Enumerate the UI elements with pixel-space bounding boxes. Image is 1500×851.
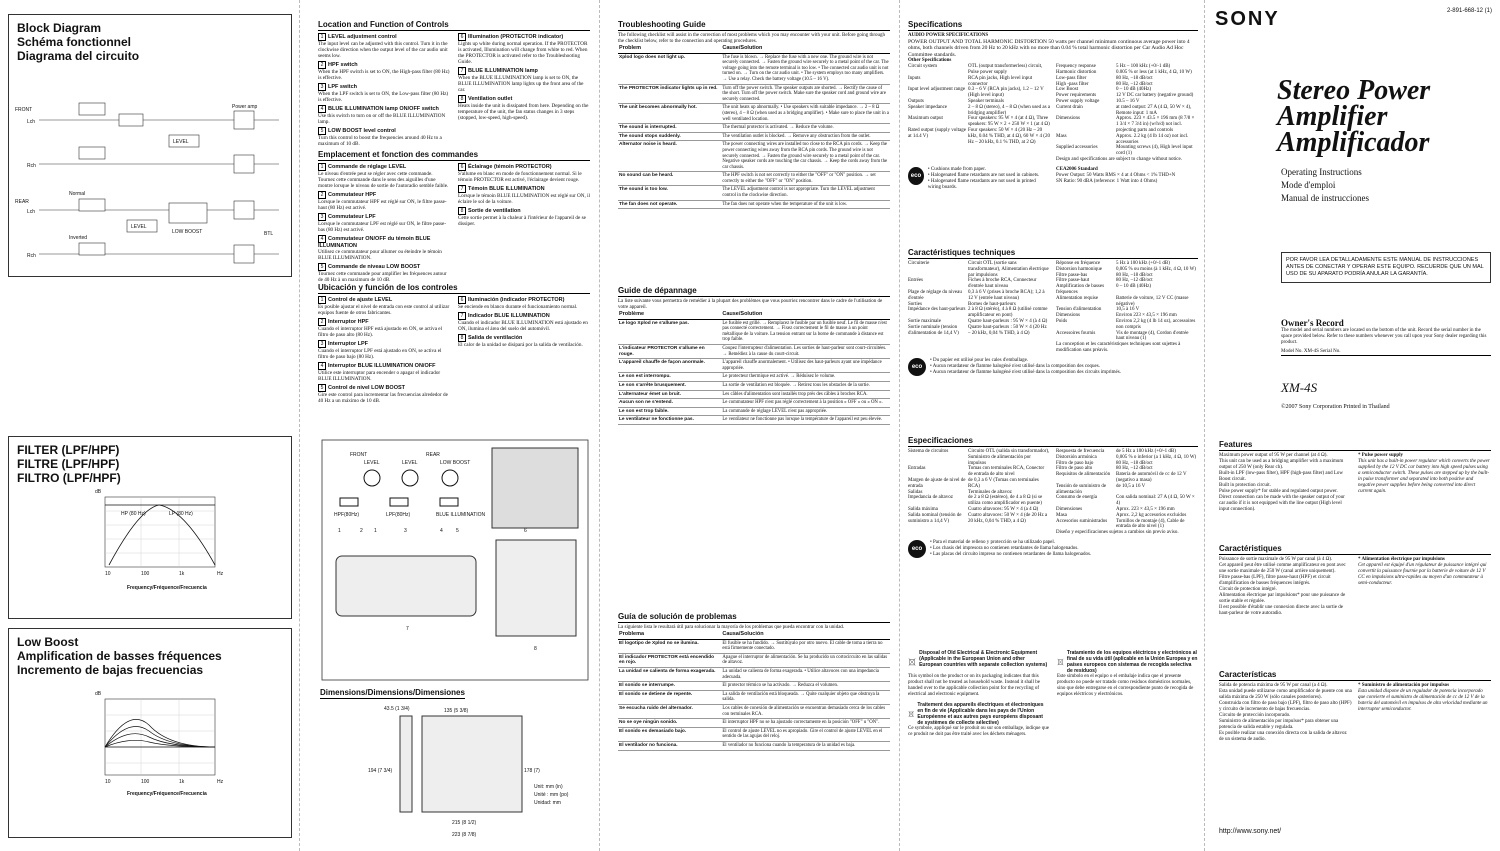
- table-row: L'appareil chauffe de façon anormale. L'appareil chauffe anormalement. • Utilisez des haut-parleurs ayant une impédance appropriée.: [618, 359, 890, 373]
- block-diagram-title-es: Diagrama del circuito: [17, 49, 140, 63]
- table-row: La unidad se calienta de forma exagerada. La unidad se calienta de forma exagerada. • Utilice altavoces con una impedancia adecuada.: [618, 667, 890, 681]
- lowboost-title-en: Low Boost: [17, 635, 79, 649]
- crossed-bin-icon: [908, 702, 914, 726]
- front-lch-label: Lch: [27, 119, 36, 125]
- front-rch-label: Rch: [27, 163, 36, 169]
- front-level-text: LEVEL: [173, 139, 189, 145]
- table-row: The unit becomes abnormally hot. The unit heats up abnormally. • Use speakers with suitable impedance. → 2 – 8 Ω (stereo), 4 – 8 Ω (when used as a bridging amplifier). • Make sure to place the unit in a well ventilated location.: [618, 104, 890, 124]
- table-row: Le son est interrompu. Le protecteur thermique est activé. → Réduisez le volume.: [618, 373, 890, 382]
- rear-label: REAR: [15, 199, 29, 205]
- control-item: 4 BLUE ILLUMINATION lamp ON/OFF switch Use this switch to turn on or off the BLUE ILLUMINATION lamp.: [318, 106, 446, 125]
- callout-6: 6: [524, 528, 527, 534]
- table-row: Le son s'arrête brusquement. La sortie de ventilation est bloquée. → Retirez tous les obstacles de la sortie.: [618, 381, 890, 390]
- block-diagram-box: [8, 14, 292, 277]
- controls-en-title: Location and Function of Controls: [318, 20, 590, 31]
- dimensions-drawing: [318, 702, 598, 842]
- amp-front-illustration: [336, 556, 476, 616]
- sony-url-link[interactable]: http://www.sony.net/: [1219, 828, 1282, 835]
- control-item: 8 Ventilation outlet Heats inside the unit is dissipated from here. Depending on the temperature of the unit, the fan status changes in 3 steps (stopped, low-speed, high-speed).: [458, 96, 589, 121]
- table-row: Le ventilateur ne fonctionne pas. Le ventilateur ne fonctionne pas lorsque la température de l'appareil est peu élevée.: [618, 416, 890, 425]
- dimensions-title: Dimensions/Dimensions/Dimensiones: [320, 688, 465, 697]
- front-level-knob[interactable]: [364, 470, 380, 486]
- lowboost-xlabel: Frequency/Fréquence/Frecuencia: [127, 791, 207, 797]
- front-hpf-block-r: [79, 147, 105, 159]
- lowboost-xtick-2: 100: [141, 779, 150, 785]
- controls-fr-section: [318, 150, 590, 285]
- controls-es-section: [318, 283, 590, 406]
- copyright: ©2007 Sony Corporation Printed in Thailand: [1281, 404, 1390, 410]
- rear-hpf-block-r: [79, 243, 105, 255]
- illus-rear: REAR: [426, 452, 440, 458]
- callout-8: 8: [534, 646, 537, 652]
- features-fr: Caractéristiques Puissance de sortie maximale de 95 W par canal (à 4 Ω). Cet appareil peut être utilisé comme amplificateur en pont avec une sortie maximale de 250 W (canal arrière uniquement). Filtre passe-bas (LPF), filtre passe-haut (HPF) et circuit d'amplification de basses fréquences intégrés. Circuit de protection intégré. Alimentation électrique par impulsions* pour une puissance de sortie stable et régulée. Il est possible d'établir une connexion directe avec la sortie de haut-parleur de votre autoradio. * Alimentation électrique par impulsions Cet appareil est équipé d'un régulateur de puissance intégré qui convertit la puissance fournie par la batterie de voiture de 12 V CC en impulsions ultra-rapides au moyen d'un commutateur à semi-conducteur.: [1219, 544, 1491, 617]
- table-row: Aucun son ne s'entend. Le commutateur HPF n'est pas réglé correctement à la position « OFF » ou « ON ».: [618, 399, 890, 408]
- unit-fr: Unité : mm (po): [534, 792, 569, 798]
- product-line-1: Stereo Power: [1277, 75, 1431, 106]
- table-row: The fan does not operate. The fan does not operate when the temperature of the unit is low.: [618, 200, 890, 209]
- power-amp-label-1: Power amp: [232, 104, 258, 110]
- lowboost-box: [8, 628, 292, 838]
- hpf-switch[interactable]: [340, 498, 358, 506]
- illus-hpf: HPF(80Hz): [334, 512, 360, 518]
- callout-2: 2: [360, 528, 363, 534]
- table-row: The sound is interrupted. The thermal protector is activated. → Reduce the volume.: [618, 124, 890, 133]
- control-item: 4 Interruptor BLUE ILLUMINATION ON/OFF Utilice este interruptor para encender o apagar el indicador BLUE ILLUMINATION.: [318, 363, 441, 382]
- controls-es-title: Ubicación y función de los controles: [318, 283, 590, 294]
- panel-cover: [1205, 0, 1500, 851]
- front-label: FRONT: [15, 107, 33, 113]
- specs-en-col-2: Frequency response 5 Hz – 100 kHz (+0/-1 dB) Harmonic distortion 0.005 % or less (at 1 kHz, 4 Ω, 10 W) Low-pass filter 80 Hz, –18 dB/oct High -pass filter 80 Hz, –12 dB/oct Low Boost 0 – 10 dB (40Hz) Power requirements 12 V DC car battery (negative ground) Power supply voltage 10.5 – 16 V Current drain at rated output: 27 A (4 Ω, 50 W × 4), Remote input: 1 mA Dimensions Approx. 223 × 43.5 × 196 mm (8 7/8 × 1 3/4 × 7 3/4 in) (w/h/d) not incl. projecting parts and controls Mass Approx. 2.2 kg (4 lb 14 oz) not incl. accessories Supplied accessories Mounting screws (4), High level input cord (1) Design and specifications are subject to change without notice.: [1056, 64, 1198, 163]
- manual-languages: Operating Instructions Mode d'emploi Manual de instrucciones: [1281, 167, 1369, 203]
- dim-length-2: 223 (8 7/8): [452, 832, 477, 838]
- specs-en-power: POWER OUTPUT AND TOTAL HARMONIC DISTORTION 50 watts per channel minimum continuous average power into 4 ohms, both channels driven from 20 Hz to 20 kHz with no more than 0.04 % total harmonic distortion per Car Audio Ad Hoc Committee standards.: [908, 39, 1190, 58]
- control-item: 2 Commutateur HPF Lorsque le commutateur HPF est réglé sur ON, le filtre passe-haut (80 Hz) est activé.: [318, 192, 447, 211]
- table-row: Se escucha ruido del alternador. Los cables de conexión de alimentación se encuentran demasiado cerca de los cables con terminales RCA.: [618, 704, 890, 718]
- unit-es: Unidad: mm: [534, 800, 561, 806]
- features-en: Features Maximum power output of 95 W per channel (at 4 Ω). This unit can be used as a bridging amplifier with a maximum output of 250 W (only Rear ch). Built-in LPF (low-pass filter), HPF (high-pass filter) and Low Boost circuit. Built in protection circuit. Pulse power supply* for stable and regulated output power. Direct connection can be made with the speaker output of your car audio if it is not equipped with the line output (High level input connection). * Pulse power supply This unit has a built-in power regulator which converts the power supplied by the 12 V DC car battery into high speed pulses using a semiconductor switch. These pulses are stepped up by the built-in pulse transformer and separated into both positive and negative power supplies before being converted into direct current again.: [1219, 440, 1490, 512]
- eco-info-icon: eco: [908, 540, 926, 558]
- table-row: Xplod logo does not light up. The fuse is blown. → Replace the fuse with a new one. The ground wire is not securely connected. → Fasten the ground wire securely to a metal point of the car. The voltage going into the remote terminal is too low. • The connected car audio unit is not turned on. → Turn on the car audio unit. • The system employs too many amplifiers. → Use a relay. Check the battery voltage (10.5 – 16 V).: [618, 53, 890, 84]
- eco-info-icon: eco: [908, 167, 924, 185]
- spanish-notice: POR FAVOR LEA DETALLADAMENTE ESTE MANUAL DE INSTRUCCIONES ANTES DE CONECTAR Y OPERAR ESTE EQUIPO. RECUERDE QUE UN MAL USO DE SU APARATO PODRÍA ANULAR LA GARANTÍA.: [1281, 252, 1491, 283]
- table-row: The PROTECTOR indicator lights up in red. Turn off the power switch. The speaker outputs are shorted. → Rectify the cause of the short. Turn off the power switch. Make sure the speaker cord and ground wire are securely connected.: [618, 84, 890, 104]
- dim-depth: 194 (7 3/4): [368, 768, 393, 774]
- specs-es: Especificaciones Sistema de circuitos Circuito OTL (salida sin transformador), Suministro de alimentación por impulsos Entradas Tomas con terminales RCA, Conector de entrada de alto nivel Margen de ajuste de nivel de entrada de 0,3 a 6 V (Tomas con terminales RCA) Salidas Terminales de altavoz Impedancia de altavoz de 2 a 8 Ω (estéreo), de 4 a 8 Ω (si se utiliza como amplificador en puente) Salida máxima Cuatro altavoces: 95 W × 4 (a 4 Ω) Salida nominal (tensión de suministro a 14,4 V) Cuatro altavoces: 50 W × 4 (de 20 Hz a 20 kHz, 0,04 % THD, a 4 Ω) Respuesta de frecuencia de 5 Hz a 100 kHz (+0/-1 dB) Distorsión armónica 0,005 % o inferior (a 1 kHz, 4 Ω, 10 W) Filtro de paso bajo 80 Hz, –18 dB/oct Filtro de paso alto 80 Hz, –12 dB/oct Requisitos de alimentación Batería de automóvil de cc de 12 V (negativo a masa) Tensión de suministro de alimentación de 10,5 a 16 V Consumo de energía Con salida nominal: 27 A (4 Ω, 50 W × 4) Dimensiones Aprox. 223 × 43,5 × 196 mm Masa Aprox. 2,2 kg accesorios excluidos Accesorios suministrados Tornillos de montaje (4), Cable de entrada de alto nivel (1) Diseño y especificaciones sujetos a cambios sin previo aviso. eco • Para el material de relleno y protección se ha utilizado papel. • Los chasis del impresora no contienen retardantes de llama halogenados. • Las placas del circuito impreso no contienen retardantes de llama halogenados.: [908, 436, 1197, 558]
- dim-length-1: 215 (8 1/2): [452, 820, 477, 826]
- disposal-es-text: Este símbolo en el equipo o el embalaje indica que el presente producto no puede ser tratado como residuos domésticos normales, sino que debe entregarse en el correspondiente punto de recogida de equipos eléctricos y electrónicos.: [1057, 674, 1194, 697]
- rear-power-amp-r: [234, 245, 254, 263]
- table-row: The sound is too low. The LEVEL adjustment control is not appropriate. Turn the LEVEL adjustment control in the clockwise direction.: [618, 186, 890, 200]
- troubleshooting-en-table: Problem Cause/Solution Xplod logo does not light up. The fuse is blown. → Replace the fuse with a new one. The ground wire is not securely connected. → Fasten the ground wire securely to a metal point of the car. The voltage going into the remote terminal is too low. • The connected car audio unit is not turned on. → Turn on the car audio unit. • The system employs too many amplifiers. → Use a relay. Check the battery voltage (10.5 – 16 V). The PROTECTOR indicator lights up in red. Turn off the power switch. The speaker outputs are shorted. → Rectify the cause of the short. Turn off the power switch. Make sure the speaker cord and ground wire are securely connected. The unit becomes abnormally hot. The unit heats up abnormally. • Use speakers with suitable impedance. → 2 – 8 Ω (stereo), 4 – 8 Ω (when used as a bridging amplifier). • Make sure to place the unit in a well ventilated location. The sound is interrupted. The thermal protector is activated. → Reduce the volume. The sound stops suddenly. The ventilation outlet is blocked. → Remove any obstruction from the outlet. Alternator noise is heard. The power connecting wires are installed too close to the RCA pin cords. → Keep the power connecting wires away from the RCA pin cords. The ground wire is not securely connected. → Fasten the ground wire securely to a metal point of the car. Negative speaker cords are touching the car chassis. → Keep the cords away from the car chassis. No sound can be heard. The HPF switch is not set correctly to either the "OFF" or "ON" position. → set correctly to either the "OFF" or "ON" position. The sound is too low. The LEVEL adjustment control is not appropriate. Turn the LEVEL adjustment control in the clockwise direction. The fan does not operate. The fan does not operate when the temperature of the unit is low.: [618, 45, 890, 209]
- illus-lpf: LPF(80Hz): [386, 512, 411, 518]
- control-item: 2 HPF switch When the HPF switch is set to ON, the High-pass filter (80 Hz) is effective.: [318, 62, 450, 81]
- specs-en: Specifications AUDIO POWER SPECIFICATIONS POWER OUTPUT AND TOTAL HARMONIC DISTORTION 50 watts per channel minimum continuous average power into 4 ohms, both channels driven from 20 Hz to 20 kHz with no more than 0.04 % total harmonic distortion per Car Audio Ad Hoc Committee standards. Other Specifications Circuit system OTL (output transformerless) circuit, Pulse power supply Inputs RCA pin jacks, High level input connector Input level adjustment range 0.3 – 6 V (RCA pin jacks), 1.2 – 12 V (High level input) Outputs Speaker terminals Speaker impedance 2 – 8 Ω (stereo), 4 – 8 Ω (when used as a bridging amplifier) Maximum output Four speakers: 95 W × 4 (at 4 Ω), Three speakers: 95 W × 2 + 250 W × 1 (at 4 Ω) Rated output (supply voltage at 14.4 V) Four speakers: 50 W × 4 (20 Hz – 20 kHz, 0.04 % THD, at 4 Ω), 60 W × 4 (20 Hz – 20 kHz, 0.1 % THD, at 2 Ω) Frequency response 5 Hz – 100 kHz (+0/-1 dB) Harmonic distortion 0.005 % or less (at 1 kHz, 4 Ω, 10 W) Low-pass filter 80 Hz, –18 dB/oct High -pass filter 80 Hz, –12 dB/oct Low Boost 0 – 10 dB (40Hz) Power requirements 12 V DC car battery (negative ground) Power supply voltage 10.5 – 16 V Current drain at rated output: 27 A (4 Ω, 50 W × 4), Remote input: 1 mA Dimensions Approx. 223 × 43.5 × 196 mm (8 7/8 × 1 3/4 × 7 3/4 in) (w/h/d) not incl. projecting parts and controls Mass Approx. 2.2 kg (4 lb 14 oz) not incl. accessories Supplied accessories Mounting screws (4), High level input cord (1) Design and specifications are subject to change without notice. eco • Cushions made from paper. • Halogenated flame retardants are not used in cabinets. • Halogenated flame retardants are not used in printed wiring boards. CEA2006 Standard Power Output: 50 Watts RMS × 4 at 4 Ohms < 1% THD+N SN Ratio: 90 dBA (reference: 1 Watt into 4 Ohms): [908, 20, 1198, 191]
- filter-title-fr: FILTRE (LPF/HPF): [17, 457, 120, 471]
- specs-en-note: Design and specifications are subject to change without notice.: [1056, 156, 1182, 162]
- disposal-section: [908, 650, 1198, 738]
- filter-xtick-3: 1k: [179, 571, 185, 577]
- btl-label: BTL: [264, 231, 274, 237]
- rear-power-amp-l: [234, 201, 254, 219]
- filter-ylabel: dB: [95, 489, 102, 495]
- table-row: Le son est trop faible. La commande de réglage LEVEL n'est pas appropriée.: [618, 407, 890, 416]
- filter-box: [8, 436, 292, 619]
- table-row: Le logo Xplod ne s'allume pas. Le fusible est grillé. → Remplacez le fusible par un fusible neuf. Le fil de masse n'est pas connecté correctement. → Fixez correctement le fil de masse à un point métallique de la voiture. La tension entrant sur la borne de commande à distance est trop faible.: [618, 319, 890, 344]
- disposal-en-title: Disposal of Old Electrical & Electronic Equipment (Applicable in the European Union and other European countries with separate collection systems): [919, 650, 1048, 668]
- illus-level-1: LEVEL: [364, 460, 380, 466]
- lowboost-xunit: Hz: [217, 779, 224, 785]
- callout-7: 7: [406, 626, 409, 632]
- eco-info-icon: eco: [908, 358, 926, 376]
- front-power-amp-l: [234, 111, 254, 129]
- control-item: 2 Interruptor HPF Cuando el interruptor HPF está ajustado en ON, se activa el filtro de paso alto (80 Hz).: [318, 319, 443, 338]
- block-diagram-titles: [17, 21, 139, 63]
- table-row: No sound can be heard. The HPF switch is not set correctly to either the "OFF" or "ON" position. → set correctly to either the "OFF" or "ON" position.: [618, 172, 890, 186]
- control-item: 5 Control de nivel LOW BOOST Gire este control para incrementar las frecuencias alrededor de 40 Hz a un máximo de 10 dB.: [318, 385, 448, 404]
- top-view: [422, 716, 522, 812]
- panel-controls: [300, 0, 600, 851]
- specs-fr: Caractéristiques techniques Circuiterie Circuit OTL (sortie sans transformateur), Alimentation électrique par impulsions Entrées Fiches à broche RCA, Connecteur d'entrée haut niveau Plage de réglage du niveau d'entrée 0,3 à 6 V (prises à broche RCA); 1,2 à 12 V (entrée haut niveau) Sorties Bornes de haut-parleurs Impédance des haut-parleurs 2 à 8 Ω (stéréo), 4 à 8 Ω (utilisé comme amplificateur en pont) Sortie maximale Quatre haut-parleurs : 95 W × 4 (à 4 Ω) Sortie nominale (tension d'alimentation de 14,4 V) Quatre haut-parleurs : 50 W × 4 (20 Hz – 20 kHz, 0,04 % THD, à 4 Ω) Réponse en fréquence 5 Hz à 100 kHz (+0/-1 dB) Distorsion harmonique 0,005 % ou moins (à 1 kHz, 4 Ω, 10 W) Filtre passe-bas 80 Hz, –18 dB/oct Filtre passe-haut 80 Hz, –12 dB/oct Amplification de basses fréquences 0 – 10 dB (40Hz) Alimentation requise Batterie de voiture, 12 V CC (masse négative) Tension d'alimentation 10,5 à 16 V Dimensions Environ 223 × 43,5 × 196 mm Poids Environ 2,2 kg (4 lb 14 oz), accessoires non compris Accessoires fournis Vis de montage (4), Cordon d'entrée haut niveau (1) La conception et les caractéristiques techniques sont sujettes à modification sans préavis. eco • Du papier est utilisé pour les cales d'emballage. • Aucun retardateur de flamme halogéné n'est utilisé dans la composition des coques. • Aucun retardateur de flamme halogéné n'est utilisé dans la composition des circuits imprimés.: [908, 248, 1198, 376]
- control-item: 6 Éclairage (témoin PROTECTOR) S'allume en blanc en mode de fonctionnement normal. Si le témoin PROTECTOR est activé, l'éclairage devient rouge.: [458, 164, 582, 183]
- control-item: 8 Sortie de ventilation Cette sortie permet à la chaleur à l'intérieur de l'appareil de se dissiper.: [458, 208, 586, 227]
- control-item: 5 Commande de niveau LOW BOOST Tournez cette commande pour amplifier les fréquences autour de 40 Hz à un maximum de 10 dB.: [318, 264, 447, 283]
- disposal-fr-text: Ce symbole, appliqué sur le produit ou sur son emballage, indique que ce produit ne doit pas être traité avec les déchets ménagers.: [908, 726, 1049, 737]
- specs-fr-title: Caractéristiques techniques: [908, 248, 1198, 259]
- specs-en-other: Other Specifications: [908, 58, 952, 64]
- rear-hpf-block: [79, 199, 105, 211]
- troubleshooting-es-table: Problema Causa/Solución El logotipo de Xplod no se ilumina. El fusible se ha fundido. → Sustitúyalo por otro nuevo. El cable de toma a tierra no está firmemente conectado. El indicador PROTECTOR está encendido en rojo. Apague el interruptor de alimentación. Se ha producido un cortocircuito en las salidas de altavoz. La unidad se calienta de forma exagerada. La unidad se calienta de forma exagerada. • Utilice altavoces con una impedancia adecuada. El sonido se interrumpe. El protector térmico se ha activado. → Reduzca el volumen. El sonido se detiene de repente. La salida de ventilación está bloqueada. → Quite cualquier objeto que obstruya la salida. Se escucha ruido del alternador. Los cables de conexión de alimentación se encuentran demasiado cerca de los cables con terminales RCA. No se oye ningún sonido. El interruptor HPF no se ha ajustado correctamente en la posición "OFF" u "ON". El sonido es demasiado bajo. El control de ajuste LEVEL no es apropiado. Gire el control de ajuste LEVEL en el sentido de las agujas del reloj. El ventilador no funciona. El ventilador no funciona cuando la temperatura de la unidad es baja.: [618, 631, 890, 751]
- troubleshooting-fr-table: Problème Cause/Solution Le logo Xplod ne s'allume pas. Le fusible est grillé. → Remplacez le fusible par un fusible neuf. Le fil de masse n'est pas connecté correctement. → Fixez correctement le fil de masse à un point métallique de la voiture. La tension entrant sur la borne de commande à distance est trop faible. L'indicateur PROTECTOR s'allume en rouge. Coupez l'interrupteur d'alimentation. Les sorties de haut-parleur sont court-circuitées. → Remédiez à la cause du court-circuit. L'appareil chauffe de façon anormale. L'appareil chauffe anormalement. • Utilisez des haut-parleurs ayant une impédance appropriée. Le son est interrompu. Le protecteur thermique est activé. → Réduisez le volume. Le son s'arrête brusquement. La sortie de ventilation est bloquée. → Retirez tous les obstacles de la sortie. L'alternateur émet un bruit. Les câbles d'alimentation sont installés trop près des câbles à broches RCA. Aucun son ne s'entend. Le commutateur HPF n'est pas réglé correctement à la position « OFF » ou « ON ». Le son est trop faible. La commande de réglage LEVEL n'est pas appropriée. Le ventilateur ne fonctionne pas. Le ventilateur ne fonctionne pas lorsque la température de l'appareil est peu élevée.: [618, 311, 890, 425]
- rear-lch-label: Lch: [27, 209, 36, 215]
- disposal-fr-title: Traitement des appareils électriques et électroniques en fin de vie (Applicable dans les pays de l'Union Européenne et aux autres pays européens disposant de systèmes de collecte sélective): [917, 702, 1044, 726]
- dim-height: 43.5 (1 3/4): [384, 706, 410, 712]
- amp-side-illustration: [496, 540, 576, 636]
- troubleshooting-en: [618, 20, 890, 209]
- callout-1: 1: [338, 528, 341, 534]
- panel-illustration: [316, 436, 596, 686]
- filter-xtick-2: 100: [141, 571, 150, 577]
- filter-xunit: Hz: [217, 571, 224, 577]
- rear-rch-label: Rch: [27, 253, 36, 259]
- table-row: El indicador PROTECTOR está encendido en rojo. Apague el interruptor de alimentación. Se ha producido un cortocircuito en las salidas de altavoz.: [618, 653, 890, 667]
- control-item: 6 Illumination (PROTECTOR indicator) Lights up white during normal operation. If the PROTECTOR is activated, Illumination will change from white to red. When the PROTECTOR is activated refer to the Troubleshooting Guide.: [458, 34, 588, 65]
- control-item: 8 Salida de ventilación El calor de la unidad se disipará por la salida de ventilación.: [458, 335, 583, 348]
- lowboost-ylabel: dB: [95, 691, 102, 697]
- blue-illumination-switch[interactable]: [440, 498, 458, 506]
- control-item: 5 LOW BOOST level control Turn this control to boost the frequencies around 40 Hz to a maximum of 10 dB.: [318, 128, 442, 147]
- filter-chart: [9, 485, 289, 615]
- features-es: Características Salida de potencia máxima de 95 W por canal (a 4 Ω). Esta unidad puede utilizarse como amplificador de puente con una salida máxima de 250 W (sólo canales posteriores). Construida con filtro de paso bajo (LPF), filtro de paso alto (HPF) y circuito de incremento de bajas frecuencias. Circuito de protección incorporado. Suministro de alimentación por impulsos* para obtener una potencia de salida estable y regulada. Es posible realizar una conexión directa con la salida de altavoz de un sistema de audio. * Suministro de alimentación por impulsos Esta unidad dispone de un regulador de potencia incorporado que convierte el suministro de alimentación de cc de 12 V de la batería del automóvil en impulsos de alta velocidad mediante un interruptor semiconductor.: [1219, 670, 1491, 743]
- owners-record: Owner's Record The model and serial numbers are located on the bottom of the unit. Record the serial number in the space provided below. Refer to these numbers whenever you call upon your Sony dealer regarding this product. Model No. XM-4S Serial No.: [1281, 318, 1491, 356]
- callout-4: 4: [440, 528, 443, 534]
- side-view: [400, 716, 412, 812]
- product-title: [1277, 75, 1431, 158]
- filter-xtick-1: 10: [105, 571, 111, 577]
- illus-blue: BLUE ILLUMINATION: [436, 512, 486, 518]
- filter-title-en: FILTER (LPF/HPF): [17, 443, 120, 457]
- table-row: El ventilador no funciona. El ventilador no funciona cuando la temperatura de la unidad es baja.: [618, 741, 890, 750]
- control-item: 1 Commande de réglage LEVEL Le niveau d'entrée peut se régler avec cette commande. Tournez cette commande dans le sens des aiguilles d'une montre lorsque le niveau de sortie de l'autoradio semble faible.: [318, 164, 449, 189]
- block-diagram-title-fr: Schéma fonctionnel: [17, 35, 132, 49]
- table-row: El sonido es demasiado bajo. El control de ajuste LEVEL no es apropiado. Gire el control de ajuste LEVEL en el sentido de las agujas del reloj.: [618, 727, 890, 741]
- rear-level-text: LEVEL: [131, 224, 147, 230]
- xplod-logo-illustration: [492, 448, 578, 528]
- front-hpf-block: [79, 103, 105, 115]
- lowboost-xtick-3: 1k: [179, 779, 185, 785]
- callout-1b: 1: [374, 528, 377, 534]
- disposal-en-text: This symbol on the product or on its packaging indicates that this product shall not be treated as household waste. Instead it shall be handed over to the applicable collection point for the recycling of electrical and electronic equipment.: [908, 674, 1040, 697]
- troubleshooting-es: [618, 612, 890, 751]
- crossed-bin-icon: [1057, 650, 1064, 674]
- filter-title-es: FILTRO (LPF/HPF): [17, 471, 121, 485]
- table-row: El sonido se interrumpe. El protector térmico se ha activado. → Reduzca el volumen.: [618, 682, 890, 691]
- lowboost-chart: [9, 685, 289, 835]
- table-row: Alternator noise is heard. The power connecting wires are installed too close to the RCA pin cords. → Keep the power connecting wires away from the RCA pin cords. The ground wire is not securely connected. → Fasten the ground wire securely to a metal point of the car. Negative speaker cords are touching the car chassis. → Keep the cords away from the car chassis.: [618, 141, 890, 172]
- features-es-note: * Suministro de alimentación por impulsos Esta unidad dispone de un regulador de potencia incorporado que convierte el suministro de alimentación de cc de 12 V de la batería del automóvil en impulsos de alta velocidad mediante un interruptor semiconductor.: [1358, 683, 1488, 712]
- troubleshooting-es-intro: La siguiente lista le resultará útil para solucionar la mayoría de los problemas que pueda encontrar con la unidad.: [618, 625, 845, 630]
- low-boost-knob[interactable]: [442, 470, 458, 486]
- disposal-es-title: Tratamiento de los equipos eléctricos y electrónicos al final de su vida útil (aplicable en la Unión Europea y en países europeos con sistemas de recogida selectiva de residuos): [1066, 650, 1198, 674]
- callout-5: 5: [456, 528, 459, 534]
- table-row: L'indicateur PROTECTOR s'allume en rouge. Coupez l'interrupteur d'alimentation. Les sorties de haut-parleur sont court-circuitées. → Remédiez à la cause du court-circuit.: [618, 344, 890, 358]
- control-item: 3 Commutateur LPF Lorsque le commutateur LPF est réglé sur ON, le filtre passe-bas (80 Hz) est activé.: [318, 214, 447, 233]
- lowboost-title-fr: Amplification de basses fréquences: [17, 649, 222, 663]
- table-row: No se oye ningún sonido. El interruptor HPF no se ha ajustado correctamente en la posición "OFF" u "ON".: [618, 719, 890, 728]
- front-lpf-block: [119, 114, 143, 126]
- sony-logo: SONY: [1215, 8, 1280, 30]
- lp-curve-label: LP (80 Hz): [169, 511, 193, 517]
- table-row: L'alternateur émet un bruit. Les câbles d'alimentation sont installés trop près des câbles à broches RCA.: [618, 390, 890, 399]
- inverted-label: Inverted: [69, 235, 88, 241]
- specs-en-subtitle: AUDIO POWER SPECIFICATIONS: [908, 33, 989, 38]
- troubleshooting-en-intro: The following checklist will assist in the correction of most problems which you may encounter with your unit. Before going through the checklist below, refer to the connection and operating procedures.: [618, 33, 886, 44]
- lowboost-curves: [105, 719, 215, 747]
- specs-en-col-1: Circuit system OTL (output transformerless) circuit, Pulse power supply Inputs RCA pin jacks, High level input connector Input level adjustment range 0.3 – 6 V (RCA pin jacks), 1.2 – 12 V (High level input) Outputs Speaker terminals Speaker impedance 2 – 8 Ω (stereo), 4 – 8 Ω (when used as a bridging amplifier) Maximum output Four speakers: 95 W × 4 (at 4 Ω), Three speakers: 95 W × 2 + 250 W × 1 (at 4 Ω) Rated output (supply voltage at 14.4 V) Four speakers: 50 W × 4 (20 Hz – 20 kHz, 0.04 % THD, at 4 Ω), 60 W × 4 (20 Hz – 20 kHz, 0.1 % THD, at 2 Ω): [908, 64, 1050, 145]
- normal-label: Normal: [69, 191, 86, 197]
- troubleshooting-fr-intro: La liste suivante vous permettra de remédier à la plupart des problèmes que vous pourriez rencontrer dans le cadre de l'utilisation de votre appareil.: [618, 299, 883, 310]
- low-boost-label-1: LOW BOOST: [172, 229, 203, 235]
- dim-width: 135 (5 3/8): [444, 708, 469, 714]
- callout-3: 3: [404, 528, 407, 534]
- dim-depth-2: 178 (7): [524, 768, 540, 774]
- table-row: The sound stops suddenly. The ventilation outlet is blocked. → Remove any obstruction from the outlet.: [618, 132, 890, 141]
- control-item: 7 Indicador BLUE ILLUMINATION Cuando el indicador BLUE ILLUMINATION está ajustado en ON, ilumina el área del suelo del automóvil.: [458, 313, 588, 332]
- control-item: 1 LEVEL adjustment control The input level can be adjusted with this control. Turn it in the clockwise direction when the output level of the car audio unit seems low.: [318, 34, 448, 59]
- illus-front: FRONT: [350, 452, 368, 458]
- panel-specifications: [900, 0, 1205, 851]
- troubleshooting-es-title: Guía de solución de problemas: [618, 612, 890, 623]
- controls-en-section: [318, 20, 590, 149]
- filter-xlabel: Frequency/Fréquence/Frecuencia: [127, 585, 207, 591]
- product-line-2: Amplifier: [1277, 101, 1388, 132]
- front-power-amp-r: [234, 155, 254, 173]
- control-item: 3 LPF switch When the LPF switch is set to ON, the Low-pass filter (80 Hz) is effective.: [318, 84, 449, 103]
- model-name: XM-4S: [1281, 380, 1318, 395]
- troubleshooting-en-title: Troubleshooting Guide: [618, 20, 890, 31]
- controls-fr-title: Emplacement et fonction des commandes: [318, 150, 590, 161]
- troubleshooting-fr: [618, 286, 890, 425]
- part-number: 2-891-668-12 (1): [1446, 8, 1492, 14]
- illus-level-2: LEVEL: [402, 460, 418, 466]
- control-item: 3 Interruptor LPF Cuando el interruptor LPF está ajustado en ON, se activa el filtro de paso bajo (80 Hz).: [318, 341, 442, 360]
- cea-standard: CEA2006 Standard Power Output: 50 Watts RMS × 4 at 4 Ohms < 1% THD+N SN Ratio: 90 dBA (reference: 1 Watt into 4 Ohms): [1056, 166, 1176, 184]
- lowboost-title-es: Incremento de bajas frecuencias: [17, 663, 204, 677]
- unit-en: Unit: mm (in): [534, 784, 563, 790]
- illus-low-boost: LOW BOOST: [440, 460, 471, 466]
- hp-curve-label: HP (80 Hz): [121, 511, 146, 517]
- block-diagram-svg: [9, 75, 291, 275]
- crossed-bin-icon: [908, 650, 916, 674]
- control-item: 7 BLUE ILLUMINATION lamp When the BLUE ILLUMINATION lamp is set to ON, the BLUE ILLUMINATION lamp lights up the front area of the car.: [458, 68, 584, 93]
- rear-level-knob[interactable]: [402, 470, 418, 486]
- panel-block-diagram: [0, 0, 300, 851]
- rear-low-boost-block: [169, 203, 207, 223]
- lpf-switch[interactable]: [390, 498, 408, 506]
- control-item: 6 Iluminación (indicador PROTECTOR) Se enciende en blanco durante el funcionamiento normal.: [458, 297, 578, 310]
- features-fr-note: * Alimentation électrique par impulsions Cet appareil est équipé d'un régulateur de puissance intégré qui convertit la puissance fournie par la batterie de voiture de 12 V CC en impulsions ultra-rapides au moyen d'un commutateur à semi-conducteur.: [1358, 557, 1487, 586]
- table-row: El sonido se detiene de repente. La salida de ventilación está bloqueada. → Quite cualquier objeto que obstruya la salida.: [618, 690, 890, 704]
- control-item: 7 Témoin BLUE ILLUMINATION Lorsque le témoin BLUE ILLUMINATION est réglé sur ON, il éclaire le sol de la voiture.: [458, 186, 590, 205]
- control-item: 4 Commutateur ON/OFF du témoin BLUE ILLUMINATION Utilisez ce commutateur pour allumer ou éteindre le témoin BLUE ILLUMINATION.: [318, 236, 442, 261]
- panel-troubleshooting: [600, 0, 900, 851]
- features-en-note: * Pulse power supply This unit has a built-in power regulator which converts the power supplied by the 12 V DC car battery into high speed pulses using a semiconductor switch. These pulses are stepped up by the built-in pulse transformer and separated into both positive and negative power supplies before being converted into direct current again.: [1358, 453, 1490, 494]
- specs-en-title: Specifications: [908, 20, 1198, 31]
- lowboost-xtick-1: 10: [105, 779, 111, 785]
- specs-es-title: Especificaciones: [908, 436, 1198, 447]
- troubleshooting-fr-title: Guide de dépannage: [618, 286, 890, 297]
- block-diagram-title-en: Block Diagram: [17, 21, 102, 35]
- product-line-3: Amplificador: [1277, 127, 1430, 158]
- table-row: El logotipo de Xplod no se ilumina. El fusible se ha fundido. → Sustitúyalo por otro nuevo. El cable de toma a tierra no está firmemente conectado.: [618, 639, 890, 653]
- control-item: 1 Control de ajuste LEVEL Es posible ajustar el nivel de entrada con este control al utilizar equipos fuente de otros fabricantes.: [318, 297, 450, 316]
